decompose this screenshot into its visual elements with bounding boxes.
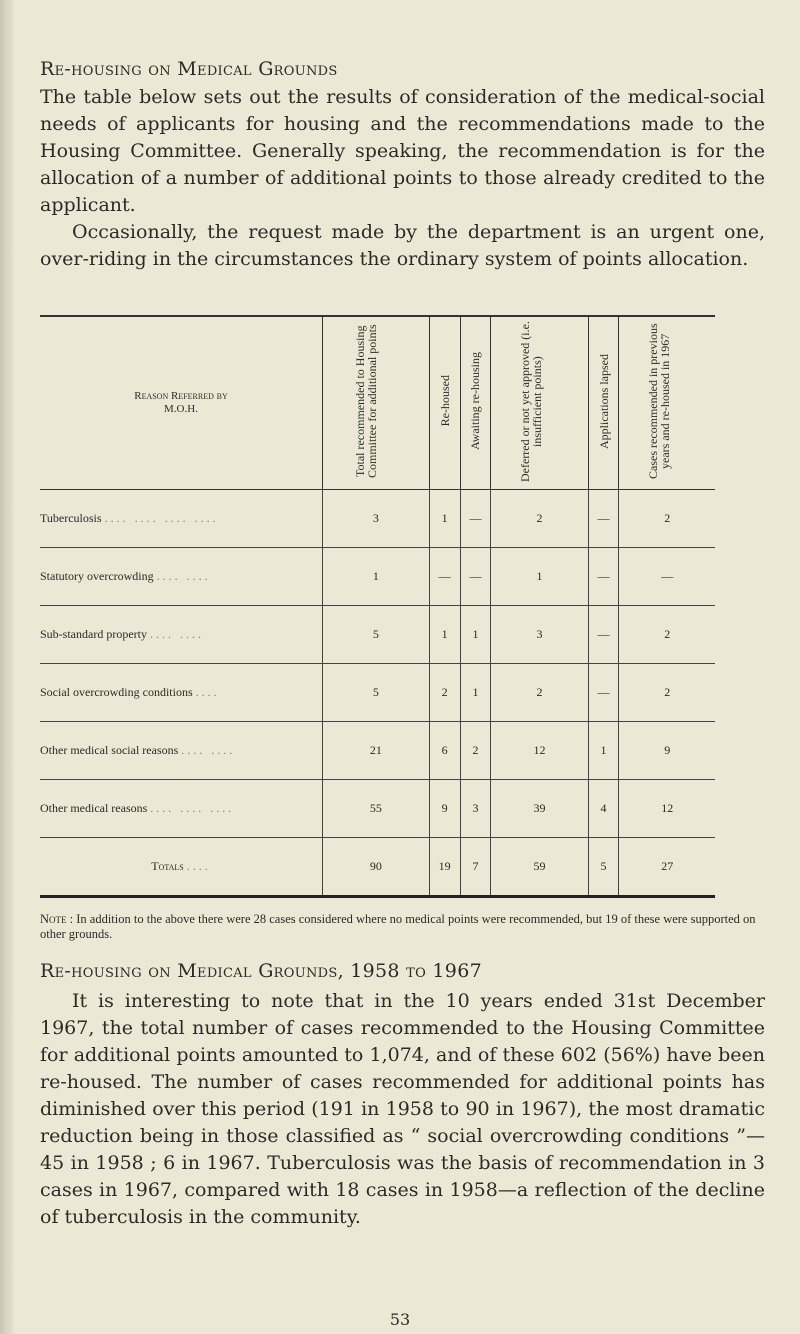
dot-leader: .... .... bbox=[181, 743, 236, 757]
cell-value: 9 bbox=[429, 780, 460, 838]
cell-value: 27 bbox=[619, 838, 715, 897]
reason-text: Social overcrowding conditions bbox=[40, 685, 193, 699]
cell-value: 9 bbox=[619, 722, 715, 780]
cell-value: — bbox=[588, 490, 619, 548]
cell-value: 12 bbox=[619, 780, 715, 838]
cell-value: 55 bbox=[323, 780, 430, 838]
cell-value: 2 bbox=[429, 664, 460, 722]
cell-value: — bbox=[429, 548, 460, 606]
column-header-rehoused: Re-housed bbox=[429, 316, 460, 490]
table-row bbox=[40, 722, 715, 780]
column-header-total: Total recommended to Housing Committee for additional points bbox=[323, 316, 430, 490]
column-header-previous: Cases recommended in previous years and re-housed in 1967 bbox=[619, 316, 715, 490]
table-note bbox=[40, 912, 770, 942]
row-label bbox=[40, 664, 323, 722]
column-header-deferred: Deferred or not yet approved (i.e. insufficient points) bbox=[491, 316, 588, 490]
cell-value: 90 bbox=[323, 838, 430, 897]
cell-value: 3 bbox=[323, 490, 430, 548]
row-label bbox=[40, 606, 323, 664]
reason-text: Statutory overcrowding bbox=[40, 569, 154, 583]
note-label: Note : bbox=[40, 912, 74, 926]
summary-text bbox=[40, 988, 765, 1231]
row-label bbox=[40, 780, 323, 838]
header-row bbox=[40, 316, 715, 490]
reason-text: Totals bbox=[151, 859, 184, 873]
cell-value: 2 bbox=[619, 606, 715, 664]
row-label bbox=[40, 722, 323, 780]
column-header-reason: Reason Referred by M.O.H. bbox=[40, 316, 323, 490]
reason-text: Sub-standard property bbox=[40, 627, 147, 641]
dot-leader: .... bbox=[195, 685, 220, 699]
cell-value: 7 bbox=[460, 838, 491, 897]
cell-value: 1 bbox=[588, 722, 619, 780]
cell-value: 1 bbox=[491, 548, 588, 606]
cell-value: — bbox=[588, 548, 619, 606]
cell-value: 5 bbox=[323, 606, 430, 664]
paragraph: It is interesting to note that in the 10 years ended 31st December 1967, the total number of cases recommended to the Housing Committee for additional points amounted to 1,074, and of these 602 (56%) have been re-housed. The number of cases recommended for additional points has diminished over this period (191 in 1958 to 90 in 1967), the most dramatic reduction being in those classified as “ social overcrowding conditions ”— 45 in 1958 ; 6 in 1967. Tuberculosis was the basis of recommendation in 3 cases in 1967, compared with 18 cases in 1958—a reflection of the decline of tuberculosis in the community. bbox=[40, 990, 765, 1228]
dot-leader: .... .... bbox=[156, 569, 211, 583]
table-row bbox=[40, 780, 715, 838]
column-header-lapsed: Applications lapsed bbox=[588, 316, 619, 490]
cell-value: 1 bbox=[460, 664, 491, 722]
cell-value: — bbox=[460, 490, 491, 548]
cell-value: — bbox=[460, 548, 491, 606]
reason-text: Other medical social reasons bbox=[40, 743, 179, 757]
reason-text: Tuberculosis bbox=[40, 511, 102, 525]
table-row bbox=[40, 664, 715, 722]
cell-value: — bbox=[619, 548, 715, 606]
page-edge bbox=[0, 0, 14, 1334]
paragraph: The table below sets out the results of consideration of the medical-social needs of applicants for housing and the recommendations made to the Housing Committee. Generally speaking, the recommendation is for the allocation of a number of additional points to those already credited to the applicant. bbox=[40, 86, 765, 216]
cell-value: 4 bbox=[588, 780, 619, 838]
intro-text bbox=[40, 84, 765, 273]
cell-value: 1 bbox=[460, 606, 491, 664]
cell-value: 1 bbox=[429, 606, 460, 664]
page-number: 53 bbox=[389, 1310, 411, 1329]
cell-value: 2 bbox=[460, 722, 491, 780]
cell-value: 1 bbox=[323, 548, 430, 606]
cell-value: 59 bbox=[491, 838, 588, 897]
section-heading: Re-housing on Medical Grounds, 1958 to 1967 bbox=[40, 960, 482, 982]
cell-value: 3 bbox=[460, 780, 491, 838]
row-label bbox=[40, 838, 323, 897]
dot-leader: .... .... .... .... bbox=[104, 511, 219, 525]
row-label bbox=[40, 548, 323, 606]
cell-value: 2 bbox=[619, 664, 715, 722]
cell-value: — bbox=[588, 664, 619, 722]
cell-value: 2 bbox=[491, 664, 588, 722]
table-row bbox=[40, 490, 715, 548]
cell-value: 6 bbox=[429, 722, 460, 780]
row-label bbox=[40, 490, 323, 548]
rehousing-table bbox=[40, 315, 715, 898]
table-row bbox=[40, 606, 715, 664]
cell-value: 1 bbox=[429, 490, 460, 548]
dot-leader: .... .... bbox=[149, 627, 204, 641]
cell-value: 2 bbox=[491, 490, 588, 548]
paragraph: Occasionally, the request made by the department is an urgent one, over-riding in the circumstances the ordinary system of points allocation. bbox=[40, 221, 765, 270]
cell-value: 5 bbox=[588, 838, 619, 897]
dot-leader: .... bbox=[186, 859, 211, 873]
totals-row bbox=[40, 838, 715, 897]
cell-value: 21 bbox=[323, 722, 430, 780]
dot-leader: .... .... .... bbox=[150, 801, 235, 815]
cell-value: 12 bbox=[491, 722, 588, 780]
cell-value: 5 bbox=[323, 664, 430, 722]
cell-value: 2 bbox=[619, 490, 715, 548]
note-text: In addition to the above there were 28 cases considered where no medical points were recommended, but 19 of these were supported on other grounds. bbox=[40, 912, 756, 941]
column-header-awaiting: Awaiting re-housing bbox=[460, 316, 491, 490]
cell-value: 39 bbox=[491, 780, 588, 838]
cell-value: 19 bbox=[429, 838, 460, 897]
table-row bbox=[40, 548, 715, 606]
section-heading: Re-housing on Medical Grounds bbox=[40, 58, 338, 80]
reason-text: Other medical reasons bbox=[40, 801, 148, 815]
cell-value: — bbox=[588, 606, 619, 664]
cell-value: 3 bbox=[491, 606, 588, 664]
